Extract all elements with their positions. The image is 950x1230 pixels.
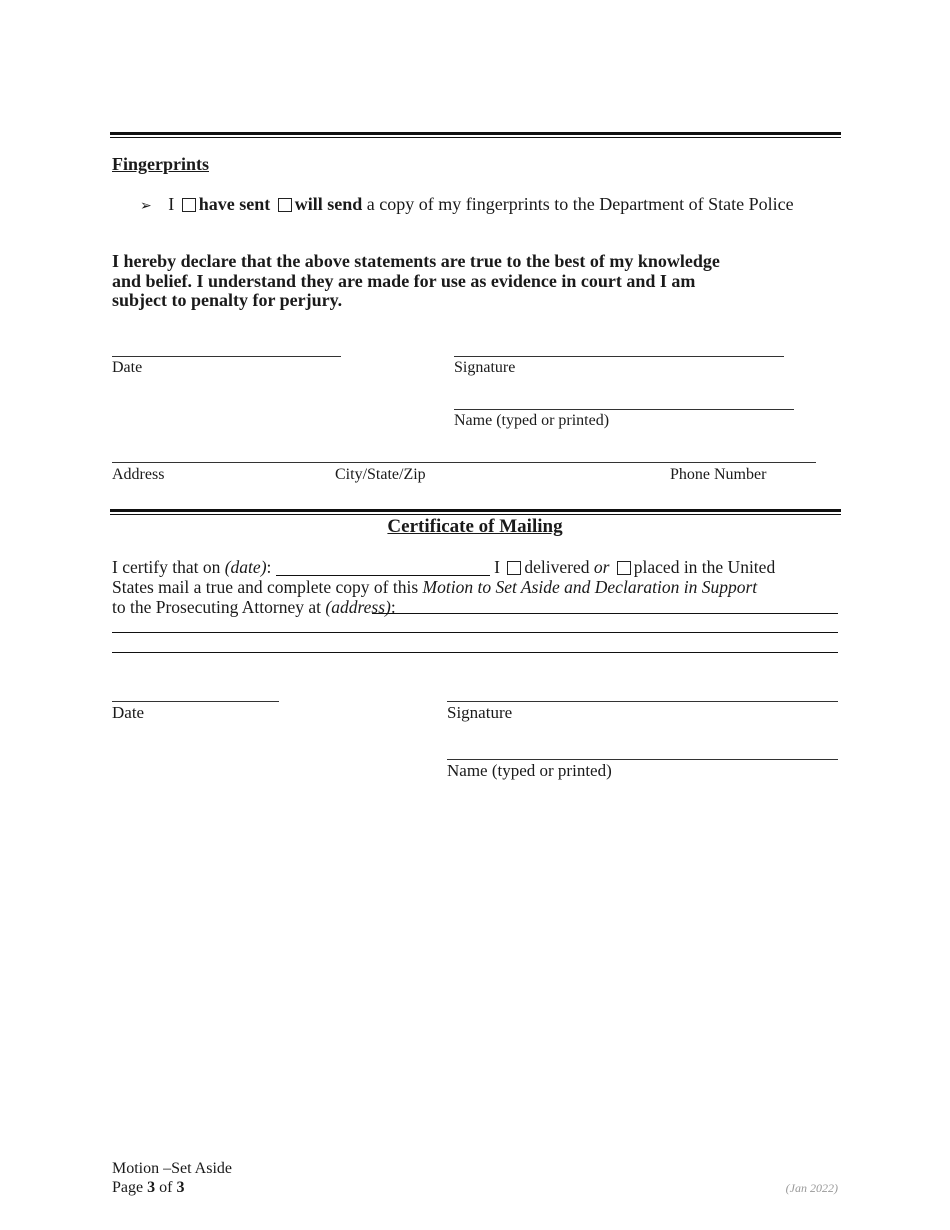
signature-label: Signature xyxy=(454,359,516,376)
name-field-line[interactable] xyxy=(454,409,794,410)
delivered-label: delivered xyxy=(524,557,590,577)
declaration-line: subject to penalty for perjury. xyxy=(112,290,343,310)
document-title: Motion to Set Aside and Declaration in Support xyxy=(422,577,758,597)
prosecutor-address-line-3[interactable] xyxy=(112,652,838,653)
certificate-divider xyxy=(110,509,841,512)
page-current: 3 xyxy=(147,1179,156,1196)
fingerprints-statement xyxy=(140,194,794,215)
phone-number-label: Phone Number xyxy=(670,466,767,483)
have-sent-label: have sent xyxy=(198,194,271,214)
fingerprints-heading: Fingerprints xyxy=(112,154,209,174)
line2-prefix: States mail a true and complete copy of this xyxy=(112,577,419,597)
fingerprints-prefix: I xyxy=(168,194,175,214)
of-word: of xyxy=(159,1179,173,1196)
date-hint: (date) xyxy=(224,557,267,577)
certify-prefix: I certify that on xyxy=(112,557,221,577)
address-field-line[interactable] xyxy=(112,462,816,463)
top-divider xyxy=(110,132,841,135)
mailing-name-line[interactable] xyxy=(447,759,838,760)
placed-checkbox[interactable] xyxy=(617,561,631,575)
name-label: Name (typed or printed) xyxy=(454,412,610,429)
line3-prefix: to the Prosecuting Attorney at xyxy=(112,597,321,617)
mailing-date-field[interactable] xyxy=(276,559,490,576)
city-state-zip-label: City/State/Zip xyxy=(335,466,426,483)
page-total: 3 xyxy=(176,1179,185,1196)
mailing-name-label: Name (typed or printed) xyxy=(447,761,612,780)
address-hint: (address) xyxy=(325,597,391,617)
page-word: Page xyxy=(112,1179,144,1196)
certificate-heading: Certificate of Mailing xyxy=(387,516,563,537)
declaration-text xyxy=(112,252,720,311)
certificate-line-3 xyxy=(112,597,396,618)
footer-form-name: Motion –Set Aside xyxy=(112,1160,233,1177)
delivered-checkbox[interactable] xyxy=(507,561,521,575)
declaration-line: I hereby declare that the above statements are true to the best of my knowledge xyxy=(112,251,720,271)
signature-field-line[interactable] xyxy=(454,356,784,357)
mailing-signature-line[interactable] xyxy=(447,701,838,702)
prosecutor-address-line-1[interactable] xyxy=(372,613,838,614)
bullet-arrow-icon: ➢ xyxy=(140,199,152,214)
fingerprints-suffix: a copy of my fingerprints to the Department of State Police xyxy=(366,194,794,214)
mailing-date-line[interactable] xyxy=(112,701,279,702)
placed-label: placed in the United xyxy=(633,557,776,577)
mailing-date-label: Date xyxy=(112,703,145,722)
i-label: I xyxy=(494,557,500,577)
will-send-label: will send xyxy=(294,194,363,214)
declaration-line: and belief. I understand they are made for use as evidence in court and I am xyxy=(112,270,696,291)
footer-revision: (Jan 2022) xyxy=(785,1181,838,1195)
or-word: or xyxy=(593,557,610,577)
will-send-checkbox[interactable] xyxy=(278,198,292,212)
date-field-line[interactable] xyxy=(112,356,341,357)
date-label: Date xyxy=(112,359,143,376)
footer-page-number xyxy=(112,1179,184,1197)
have-sent-checkbox[interactable] xyxy=(182,198,196,212)
certificate-line-2 xyxy=(112,577,757,598)
certificate-line-1 xyxy=(112,557,775,578)
colon: : xyxy=(390,597,396,617)
mailing-signature-label: Signature xyxy=(447,703,513,722)
address-label: Address xyxy=(112,466,165,483)
colon: : xyxy=(266,557,272,577)
prosecutor-address-line-2[interactable] xyxy=(112,632,838,633)
